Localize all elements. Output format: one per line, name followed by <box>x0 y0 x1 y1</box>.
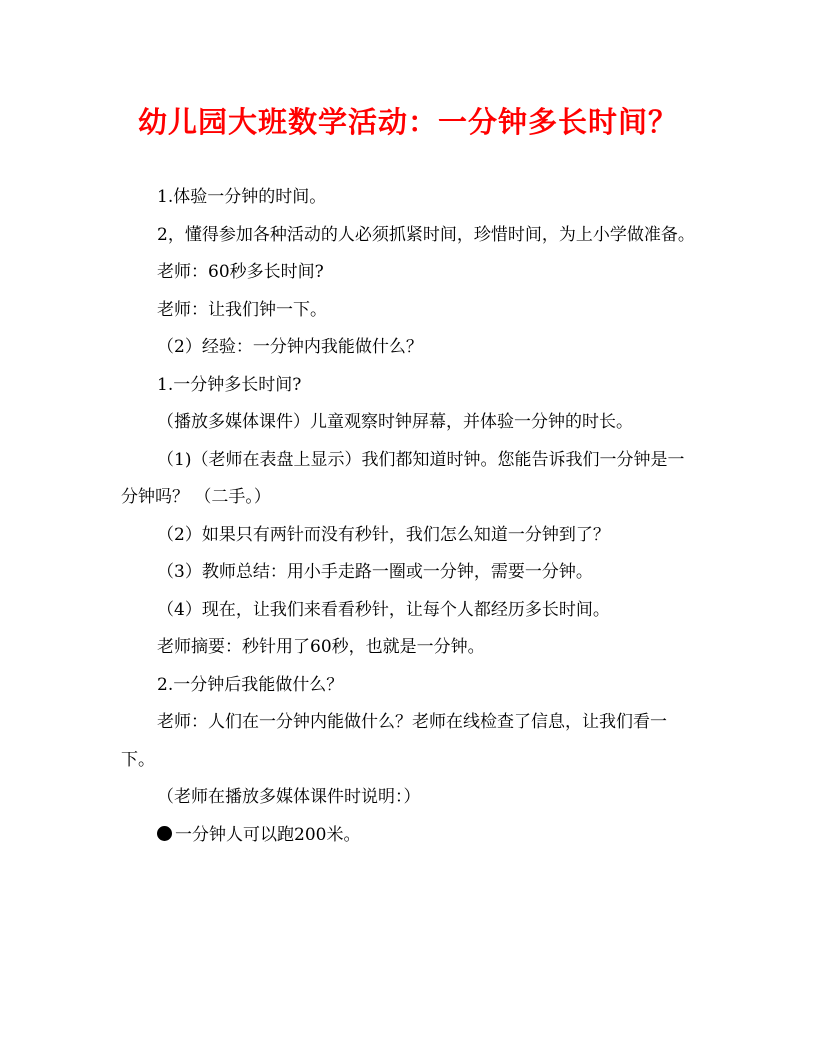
paragraph-multimedia-note: （老师在播放多媒体课件时说明：） <box>157 787 421 807</box>
paragraph-step-2: （2）如果只有两针而没有秒针，我们怎么知道一分钟到了？ <box>157 524 610 545</box>
paragraph-bullet-item <box>121 817 699 855</box>
paragraph-goal-2: 2，懂得参加各种活动的人必须抓紧时间，珍惜时间，为上小学做准备。 <box>157 224 695 245</box>
paragraph-step-3: （3）教师总结：用小手走路一圈或一分钟，需要一分钟。 <box>157 562 593 582</box>
paragraph-multimedia: （播放多媒体课件）儿童观察时钟屏幕，并体验一分钟的时长。 <box>157 412 633 432</box>
bullet-item-text: 一分钟人可以跑200米。 <box>175 824 361 845</box>
paragraph-teacher-info: 老师：人们在一分钟内能做什么？老师在线检查了信息，让我们看一下。 <box>121 712 667 770</box>
paragraph-subsection-1: 1.一分钟多长时间? <box>157 374 302 395</box>
paragraph-section-experience: （2）经验：一分钟内我能做什么？ <box>157 337 423 357</box>
paragraph-goal-1: 1.体验一分钟的时间。 <box>157 187 327 207</box>
paragraph-teacher-summary: 老师摘要：秒针用了60秒，也就是一分钟。 <box>157 637 485 657</box>
paragraph-teacher-clock: 老师：让我们钟一下。 <box>157 299 327 320</box>
paragraph-step-1: （1)（老师在表盘上显示）我们都知道时钟。您能告诉我们一分钟是一分钟吗？ （二手。） <box>121 449 685 507</box>
document-body <box>121 179 699 854</box>
page-title: 幼儿园大班数学活动：一分钟多长时间？ <box>137 105 678 139</box>
filled-circle-bullet-icon <box>157 826 172 841</box>
paragraph-subsection-2: 2.一分钟后我能做什么？ <box>157 674 344 695</box>
paragraph-step-4: （4）现在，让我们来看看秒针，让每个人都经历多长时间。 <box>157 599 610 620</box>
paragraph-teacher-question: 老师：60秒多长时间? <box>157 262 324 282</box>
